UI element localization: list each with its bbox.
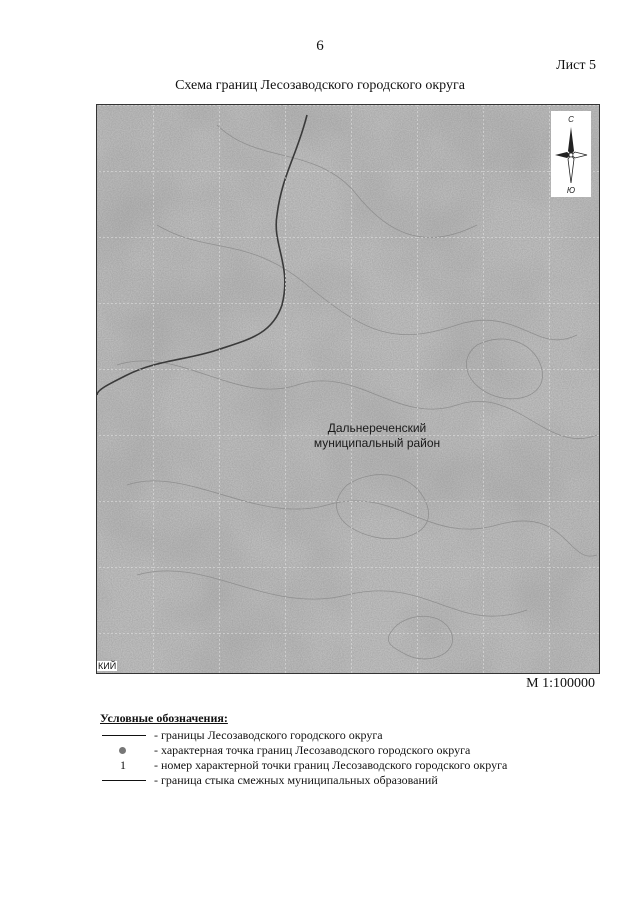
sheet-label: Лист 5 [556, 58, 596, 73]
legend-item-point [100, 743, 600, 758]
legend-item-junction [100, 773, 600, 788]
compass-north-label: С [568, 115, 574, 124]
legend-heading: Условные обозначения: [100, 711, 228, 725]
legend-item-point-number [100, 758, 600, 773]
boundary-line-symbol [100, 728, 148, 743]
legend-item-text: - граница стыка смежных муниципальных образований [154, 773, 438, 787]
page-title: Схема границ Лесозаводского городского округа [175, 78, 465, 93]
junction-line-symbol [100, 773, 148, 788]
district-label [297, 421, 457, 451]
legend-item-text: - границы Лесозаводского городского округа [154, 728, 383, 742]
topographic-map [96, 104, 600, 674]
legend-item-boundary [100, 728, 600, 743]
map-texture [97, 105, 599, 673]
map-edge-label: КИЙ [98, 661, 117, 671]
district-label-line2: муниципальный район [313, 436, 441, 450]
compass-south-label: Ю [566, 186, 576, 195]
map-scale: М 1:100000 [526, 676, 595, 691]
page-number: 6 [316, 38, 324, 54]
district-label-line1: Дальнереченский [327, 421, 427, 435]
legend [100, 711, 600, 788]
point-number-symbol: 1 [120, 758, 126, 772]
legend-item-text: - характерная точка границ Лесозаводского городского округа [154, 743, 471, 757]
compass-rose [551, 111, 591, 197]
point-dot-symbol [100, 743, 148, 758]
legend-item-text: - номер характерной точки границ Лесозаводского городского округа [154, 758, 508, 772]
